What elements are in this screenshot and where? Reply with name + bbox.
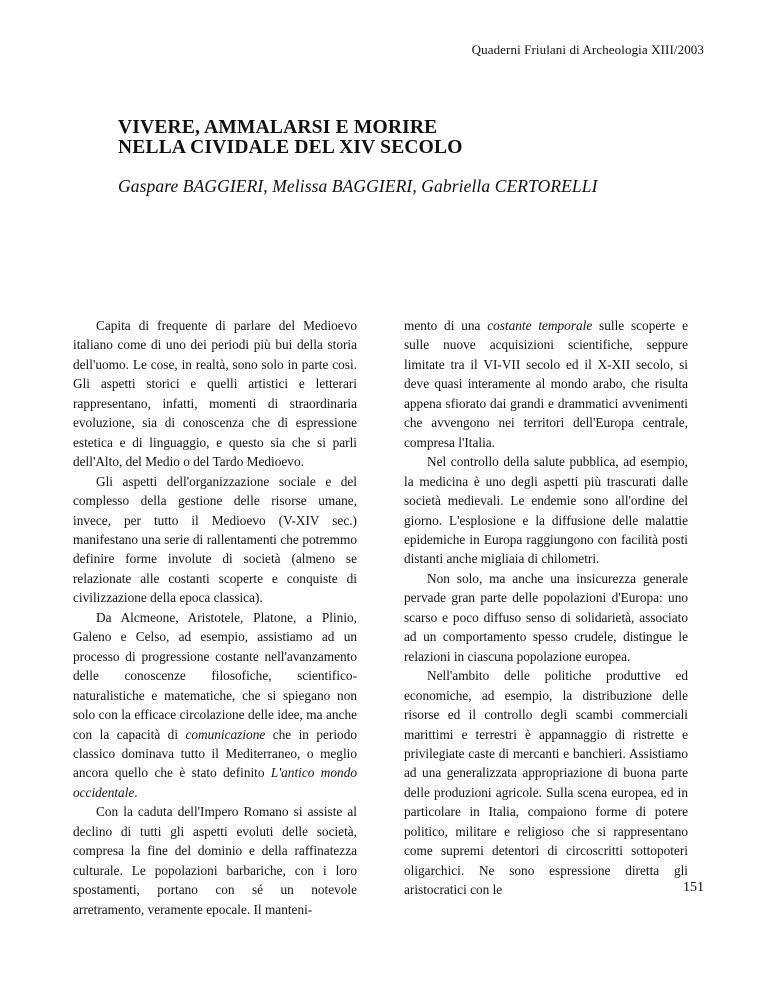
page-number: 151 <box>683 880 704 895</box>
paragraph <box>404 316 688 452</box>
paragraph-text: sulle scoperte e sulle nuove acquisizioni scientifiche, seppure limitate tra il VI-VII secolo ed il X-XII secolo, si deve quasi interamente al mondo arabo, che risulta appena sfiorato dai grandi e drammatici avvenimenti che avvengono nei territori dell'Europa centrale, compresa l'Italia. <box>404 318 688 450</box>
paragraph-text: mento di una <box>404 318 488 333</box>
paragraph: Con la caduta dell'Impero Romano si assiste al declino di tutti gli aspetti evoluti delle società, compresa la fine del dominio e della raffinatezza culturale. Le popolazioni barbariche, con i loro spostamenti, portano con sé un notevole arretramento, veramente epocale. Il manteni- <box>73 804 357 917</box>
emphasis: costante temporale <box>487 318 593 333</box>
running-head: Quaderni Friulani di Archeologia XIII/2003 <box>471 42 704 57</box>
body-column-right <box>404 316 688 900</box>
paragraph-text: Da Alcmeone, Aristotele, Platone, a Plinio, Galeno e Celso, ad esempio, assistiamo ad un processo di progressione costante nell'avanzamento delle conoscenze filosofiche, scientifico-naturalistiche e matematiche, che si spiegano non solo con la efficace circolazione delle idee, ma anche con la capacità di <box>73 609 357 742</box>
paragraph: Nel controllo della salute pubblica, ad esempio, la medicina è uno degli aspetti più trascurati dalle società medievali. Le endemie sono all'ordine del giorno. L'esplosione e la diffusione delle malattie epidemiche in Europa raggiungono con facilità posti distanti anche migliaia di chilometri. <box>404 454 688 567</box>
emphasis: L'antico mondo occidentale <box>73 765 357 800</box>
paragraph-text: . <box>134 784 138 800</box>
paragraph <box>73 608 357 803</box>
article-title-line-2: NELLA CIVIDALE DEL XIV SECOLO <box>118 137 463 158</box>
paragraph: Gli aspetti dell'organizzazione sociale e del complesso della gestione delle risorse umane, invece, per tutto il Medioevo (V-XIV sec.) manifestano una serie di rallentamenti che potremmo definire forme involute di società (almeno se relazionate alle costanti scoperte e conquiste di civilizzazione della epoca classica). <box>73 473 357 606</box>
emphasis: comunicazione <box>185 726 266 742</box>
article-authors: Gaspare BAGGIERI, Melissa BAGGIERI, Gabriella CERTORELLI <box>118 176 598 196</box>
paragraph: Capita di frequente di parlare del Medioevo italiano come di uno dei periodi più bui della storia dell'uomo. Le cose, in realtà, sono solo in parte così. Gli aspetti storici e quelli artistici e letterari rappresentano, infatti, momenti di straordinaria evoluzione, sia di conoscenza che di espressione estetica e di linguaggio, e questo sia che si parli dell'Alto, del Medio o del Tardo Medioevo. <box>73 318 357 470</box>
article-title <box>118 118 638 158</box>
paragraph: Nell'ambito delle politiche produttive ed economiche, ad esempio, la distribuzione delle risorse ed il controllo degli scambi commerciali marittimi e terrestri è appannaggio di ristrette e privilegiate caste di mercanti e banchieri. Assistiamo ad una generalizzata appropriazione di buona parte delle produzioni agricole. Sulla scena europea, ed in particolare in Italia, compaiono forme di potere politico, militare e religioso che si rappresentano come supremi detentori di circoscritti sottopoteri oligarchici. Ne sono espressione diretta gli aristocratici con le <box>404 668 688 898</box>
paragraph-text: che in periodo classico dominava tutto il Mediterraneo, o meglio ancora quello che è stato definito <box>73 726 358 781</box>
paragraph: Non solo, ma anche una insicurezza generale pervade gran parte delle popolazioni d'Europa: uno scarso e poco diffuso senso di solidarietà, associato ad un comportamento spesso crudele, distingue le relazioni in ciascuna popolazione europea. <box>404 570 688 664</box>
body-column-left <box>73 316 357 919</box>
article-title-line-1: VIVERE, AMMALARSI E MORIRE <box>118 117 438 138</box>
